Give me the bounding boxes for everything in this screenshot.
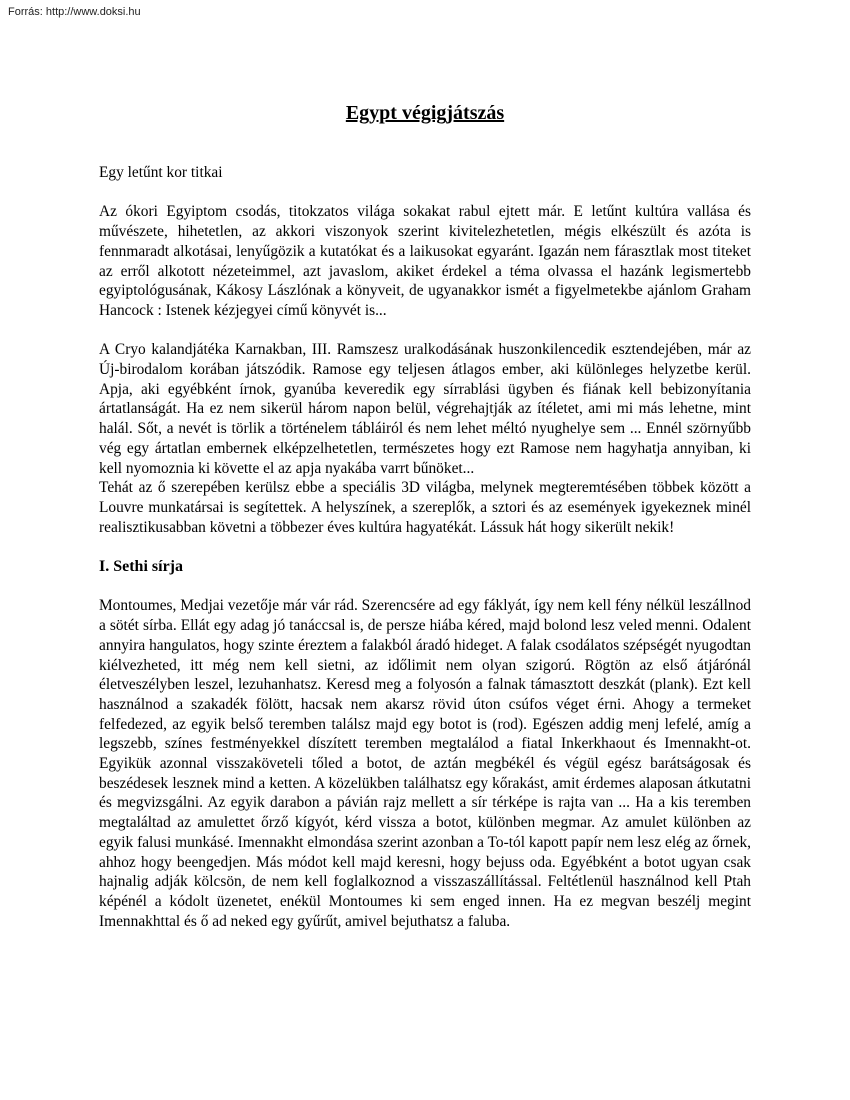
source-note: Forrás: http://www.doksi.hu (8, 6, 141, 18)
paragraph-intro: Az ókori Egyiptom csodás, titokzatos világa sokakat rabul ejtett már. E letűnt kultúra vallása és művészete, hihetetlen, az akkori viszonyok szerint kivitelezhetetlen, mégis elkészült és azóta is fennmaradt alkotásai, lenyűgözik a kutatókat és a laikusokat egyaránt. Igazán nem fárasztlak most titeket az erről alkotott nézeteimmel, azt javaslom, akiket érdekel a téma olvassa el hazánk legismertebb egyiptológusának, Kákosy Lászlónak a könyveit, de ugyanakkor ismét a figyelmetekbe ajánlom Graham Hancock : Istenek kézjegyei című könyvét is... (99, 203, 751, 319)
paragraph-story: A Cryo kalandjátéka Karnakban, III. Ramszesz uralkodásának huszonkilencedik esztendejében, már az Új-birodalom korában játszódik. Ramose egy teljesen átlagos ember, aki különleges helyzetbe kerül. Apja, aki egyébként írnok, gyanúba keveredik egy sírrablási ügyben és fiának kell bebizonyítania ártatlanságát. Ha ez nem sikerül három napon belül, végrehajtják az ítéletet, ami mi más lehetne, mint halál. Sőt, a nevét is törlik a történelem tábláiról és nem lehet méltó nyughelye sem ... Ennél szörnyűbb vég egy ártatlan embernek elképzelhetetlen, természetes hogy ezt Ramose nem hagyhatja annyiban, ki kell nyomoznia ki követte el az apja nyakába varrt bűnöket... (99, 341, 751, 477)
document-body (99, 163, 751, 931)
section-heading: I. Sethi sírja (99, 558, 183, 576)
paragraph-role: Tehát az ő szerepében kerülsz ebbe a speciális 3D világba, melynek megteremtésében többek között a Louvre munkatársai is segítettek. A helyszínek, a szereplők, a sztori és az események igyekeznek minél realisztikusabban követni a többezer éves kultúra hagyatékát. Lássuk hát hogy sikerült nekik! (99, 479, 751, 536)
paragraph-section1: Montoumes, Medjai vezetője már vár rád. Szerencsére ad egy fáklyát, így nem kell fény nélkül leszállnod a sötét sírba. Ellát egy adag jó tanáccsal is, de persze hiába kéred, majd bolond lesz veled menni. Odalent annyira hangulatos, hogy szinte éreztem a falakból áradó hideget. A falak csodálatos szépségét nyugodtan kiélvezheted, itt még nem kell sietni, az időlimit nem olyan szigorú. Rögtön az első átjárónál életveszélyben leszel, lezuhanhatsz. Keresd meg a folyosón a falnak támasztott deszkát (plank). Ezt kell használnod a szakadék fölött, hacsak nem akarsz rövid úton csúfos véget érni. Ahogy a termeket felfedezed, az egyik belső teremben találsz majd egy botot is (rod). Egészen addig menj lefelé, amíg a legszebb, színes festményekkel díszített teremben megtalálod a fiatal Inkerkhaout és Imennakht-ot. Egyikük azonnal visszaköveteli tőled a botot, de aztán megbékél és végül egész barátságosak és beszédesek lesznek mind a ketten. A közelükben találhatsz egy kőrakást, amit érdemes alaposan átkutatni és megvizsgálni. Az egyik darabon a pávián rajz mellett a sír térképe is rajta van ... Ha a kis teremben megtaláltad az amulettet őrző kígyót, kérd vissza a botot, különben megmar. Az amulet különben az egyik falusi munkásé. Imennakht elmondása szerint azonban a To-tól kapott papír nem lesz elég az őrnek, ahhoz hogy beengedjen. Más módot kell majd keresni, hogy bejuss oda. Egyébként a botot ugyan csak hajnalig adják kölcsön, de nem kell foglalkoznod a visszaszállítással. Feltétlenül használnod kell Ptah képénél a kódolt üzenetet, enékül Montoumes ki sem enged innen. Ha ez megvan beszélj megint Imennakhttal és ő ad neked egy gyűrűt, amivel bejuthatsz a faluba. (99, 597, 751, 930)
subtitle: Egy letűnt kor titkai (99, 164, 223, 181)
page-title: Egypt végigjátszás (345, 102, 505, 124)
